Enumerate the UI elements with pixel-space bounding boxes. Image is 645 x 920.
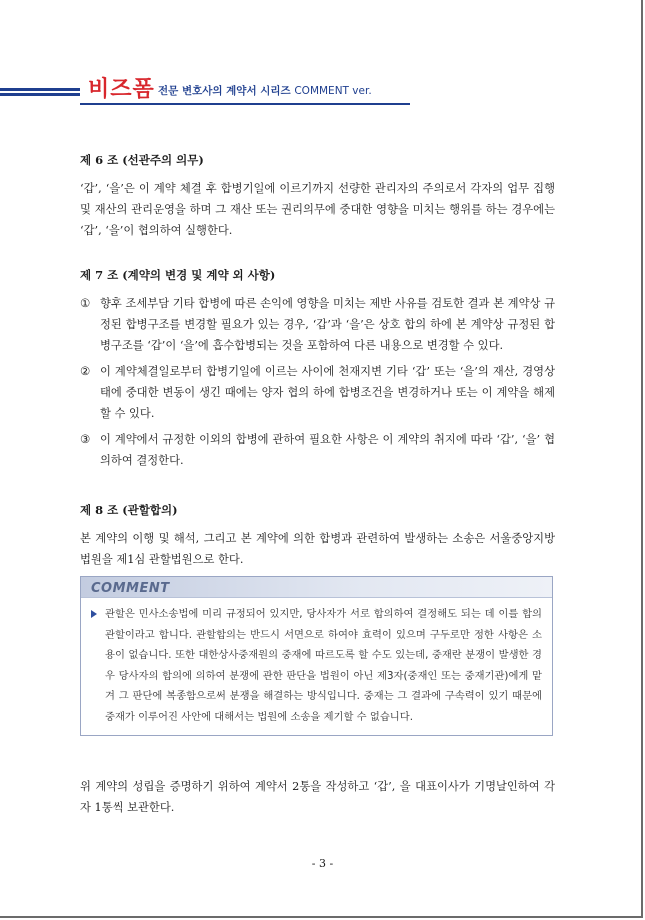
- item-text: 향후 조세부담 기타 합병에 따른 손익에 영향을 미치는 제반 사유를 검토한 결과 본 계약상 규정된 합병구조를 변경할 필요가 있는 경우, ‘갑’과 ‘을’은 상호 합의 하에 본 계약상 규정된 합병구조를 ‘갑’이 ‘을’에 흡수합병되는 것을 포함하여 다른 내용으로 변경할 수 있다.: [100, 297, 555, 352]
- comment-label: COMMENT: [91, 581, 170, 596]
- triangle-bullet-icon: [91, 610, 97, 618]
- item-text: 이 계약에서 규정한 이외의 합병에 관하여 필요한 사항은 이 계약의 취지에 따라 ‘갑’, ‘을’ 협의하여 결정한다.: [100, 433, 555, 467]
- document-header: [0, 76, 645, 108]
- article-7-item-1: [80, 293, 555, 356]
- document-body: [80, 150, 555, 818]
- comment-box: [80, 576, 553, 736]
- closing-statement: 위 계약의 성립을 증명하기 위하여 계약서 2통을 작성하고 ‘갑’, 을 대표이사가 기명날인하여 각자 1통씩 보관한다.: [80, 780, 555, 814]
- article-7-item-2: [80, 361, 555, 424]
- comment-body: [81, 597, 552, 735]
- comment-header: [81, 577, 552, 597]
- item-number: ①: [80, 297, 91, 310]
- page-number: - 3 -: [311, 857, 334, 870]
- comment-text: 관할은 민사소송법에 미리 규정되어 있지만, 당사자가 서로 합의하여 결정해도 되는 데 이를 합의관할이라고 합니다. 관할합의는 반드시 서면으로 하여야 효력이 있으며 구두로만 정한 사항은 소용이 없습니다. 또한 대한상사중재원의 중재에 따르도록 할 수도 있는데, 중재란 분쟁이 발생한 경우 당사자의 합의에 의하여 분쟁에 관한 판단을 법원이 아닌 제3자(중재인 또는 중재기관)에게 맡겨 그 판단에 복종함으로써 분쟁을 해결하는 방식입니다. 중재는 그 결과에 구속력이 있기 때문에 중재가 이루어진 사안에 대해서는 법원에 소송을 제기할 수 없습니다.: [105, 608, 542, 723]
- header-underline: [80, 103, 410, 105]
- article-6-title: 제 6 조 (선관주의 의무): [80, 153, 204, 167]
- header-subtitle-kor: 전문 변호사의 계약서 시리즈: [158, 85, 291, 97]
- header-accent-bar: [0, 88, 80, 96]
- item-text: 이 계약체결일로부터 합병기일에 이르는 사이에 천재지변 기타 ‘갑’ 또는 ‘을’의 재산, 경영상태에 중대한 변동이 생긴 때에는 양자 협의 하에 합병조건을 변경하거나 또는 이 계약을 해제할 수 있다.: [100, 365, 555, 420]
- article-7-item-3: [80, 429, 555, 471]
- article-8-title: 제 8 조 (관할합의): [80, 503, 178, 517]
- item-number: ③: [80, 433, 91, 446]
- article-7-title: 제 7 조 (계약의 변경 및 계약 외 사항): [80, 268, 276, 282]
- item-number: ②: [80, 365, 91, 378]
- article-6-body: ‘갑’, ‘을’은 이 계약 체결 후 합병기일에 이르기까지 선량한 관리자의 주의로서 각자의 업무 집행 및 재산의 관리운영을 하며 그 재산 또는 권리의무에 중대한 영향을 미치는 행위를 하는 경우에는 ‘갑’, ‘을’이 협의하여 실행한다.: [80, 182, 555, 237]
- header-subtitle: [158, 83, 372, 99]
- header-subtitle-eng: COMMENT ver.: [294, 85, 372, 97]
- brand-logo: 비즈폼: [88, 77, 155, 102]
- article-8-body: 본 계약의 이행 및 해석, 그리고 본 계약에 의한 합병과 관련하여 발생하는 소송은 서울중앙지방법원을 제1심 관할법원으로 한다.: [80, 532, 555, 566]
